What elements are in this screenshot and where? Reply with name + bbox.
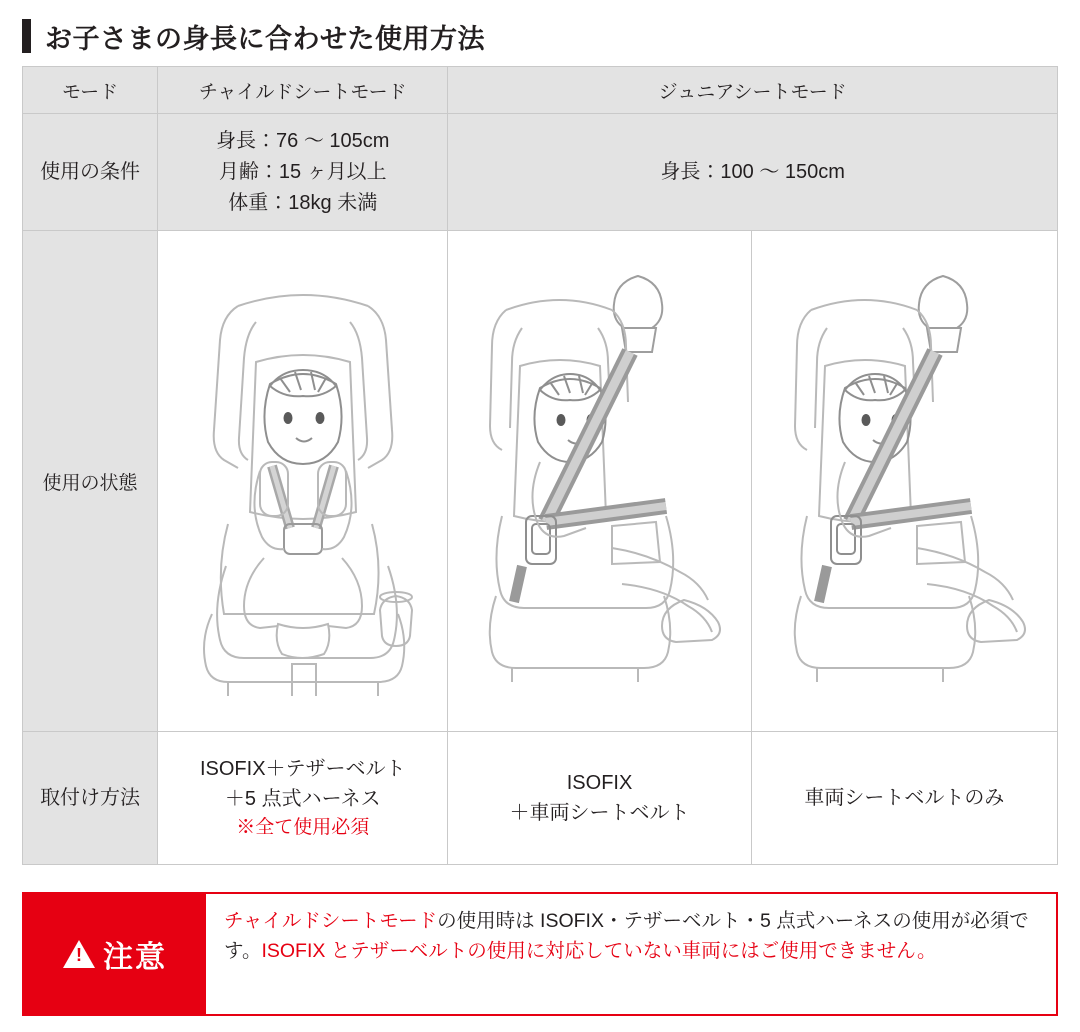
caution-text-part2: の使用時は ISOFIX・テザーベルト・5 点式ハーネスの使用が必須です。 [224,910,1029,963]
condition-child-weight: 体重：18kg 未満 [228,191,378,214]
install-junior1-line2: ＋車両シートベルト [509,802,690,824]
child-seat-illustration [158,231,447,731]
label-install: 取付け方法 [23,732,158,865]
label-state: 使用の状態 [23,231,158,732]
caution-banner [24,894,206,1014]
install-child [158,732,448,865]
junior-seat-illustration-1 [448,231,750,731]
caution-text-part3: ISOFIX とテザーベルトの使用に対応していない車両にはご使用できません。 [261,940,937,963]
header-mode: モード [23,67,158,114]
label-condition: 使用の条件 [23,114,158,231]
table-row-state [23,231,1058,732]
caution-text [206,894,1056,1014]
install-junior-2 [751,732,1057,865]
warning-triangle-icon [63,940,95,968]
caution-label: 注意 [103,941,167,974]
illustration-junior-mode-isofix [448,231,751,732]
illustration-junior-mode-beltonly [751,231,1057,732]
install-child-line1: ISOFIX＋テザーベルト [199,757,406,780]
install-junior2-line1: 車両シートベルトのみ [804,787,1005,809]
junior-seat-illustration-2 [752,231,1057,731]
condition-junior: 身長：100 〜 150cm [448,114,1058,231]
install-junior1-line1: ISOFIX [566,772,633,794]
header-junior-mode: ジュニアシートモード [448,67,1058,114]
condition-child-height: 身長：76 〜 105cm [216,129,390,152]
install-child-note: ※全て使用必須 [236,816,370,838]
caution-box [22,892,1058,1016]
install-child-line2: ＋5 点式ハーネス [224,787,381,810]
table-row-install [23,732,1058,865]
condition-child [158,114,448,231]
header-child-mode: チャイルドシートモード [158,67,448,114]
caution-text-part1: チャイルドシートモード [224,910,438,932]
install-junior-1 [448,732,751,865]
illustration-child-mode [158,231,448,732]
table-row-condition [23,114,1058,231]
condition-child-age: 月齢：15 ヶ月以上 [218,160,387,183]
table-header-row [23,67,1058,114]
title-accent-bar [22,19,31,53]
page-title [22,0,1058,64]
usage-table [22,66,1058,865]
page-title-text: お子さまの身長に合わせた使用方法 [45,23,485,54]
